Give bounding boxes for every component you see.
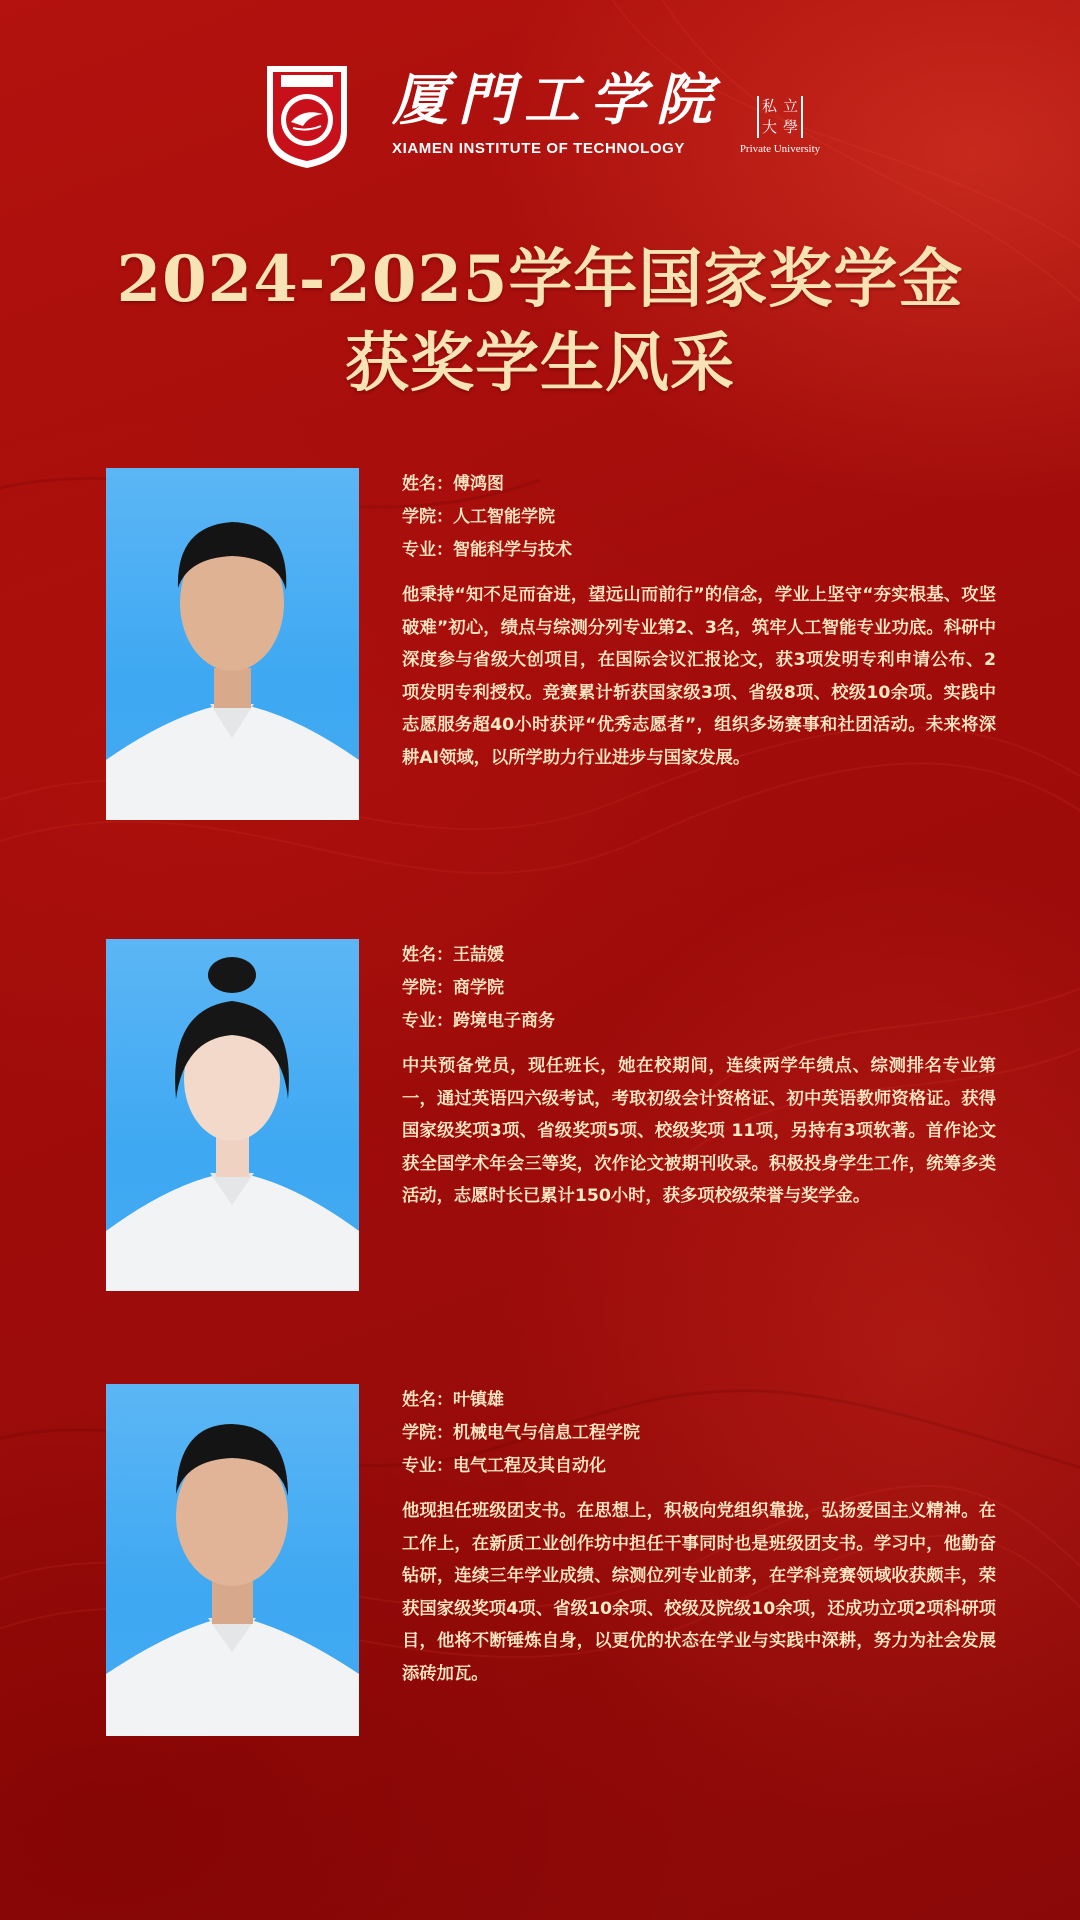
student-college-2: 学院：商学院	[402, 978, 504, 998]
private-char-4: 學	[782, 118, 798, 136]
portrait-placeholder-icon	[106, 939, 359, 1291]
student-info-1	[402, 468, 996, 774]
school-seal-logo	[263, 62, 351, 170]
school-wordmark	[392, 68, 722, 157]
student-bio-1: 他秉持“知不足而奋进，望远山而前行”的信念，学业上坚守“夯实根基、攻坚破难”初心，绩点与综测分列专业第2、3名，筑牢人工智能专业功底。科研中深度参与省级大创项目，在国际会议汇报论文，获3项发明专利申请公布、2项发明专利授权。竞赛累计斩获国家级3项、省级8项、校级10余项。实践中志愿服务超40小时获评“优秀志愿者”，组织多场赛事和社团活动。未来将深耕AI领域，以所学助力行业进步与国家发展。	[402, 585, 996, 768]
student-major-2: 专业：跨境电子商务	[402, 1011, 555, 1031]
student-name-1: 姓名：傅鸿图	[402, 474, 504, 494]
student-photo-3	[106, 1384, 359, 1736]
student-name-3: 姓名：叶镇雄	[402, 1390, 504, 1410]
student-major-3: 专业：电气工程及其自动化	[402, 1456, 606, 1476]
page-title	[0, 238, 1080, 406]
private-university-badge	[738, 96, 822, 155]
student-college-1: 学院：人工智能学院	[402, 507, 555, 527]
school-name-cn: 厦門工学院	[392, 67, 722, 133]
student-name-2: 姓名：王喆媛	[402, 945, 504, 965]
student-major-1: 专业：智能科学与技术	[402, 540, 572, 560]
student-photo-2	[106, 939, 359, 1291]
title-line-2: 获奖学生风采	[345, 326, 735, 401]
private-char-1: 私	[761, 97, 777, 115]
private-university-seal	[757, 96, 803, 138]
student-bio-3: 他现担任班级团支书。在思想上，积极向党组织靠拢，弘扬爱国主义精神。在工作上，在新质工业创作坊中担任干事同时也是班级团支书。学习中，他勤奋钻研，连续三年学业成绩、综测位列专业前茅，在学科竞赛领域收获颇丰，荣获国家级奖项4项、省级10余项、校级及院级10余项，还成功立项2项科研项目，他将不断锤炼自身，以更优的状态在学业与实践中深耕，努力为社会发展添砖加瓦。	[402, 1501, 996, 1684]
student-college-3: 学院：机械电气与信息工程学院	[402, 1423, 640, 1443]
private-university-label: Private University	[739, 143, 821, 155]
portrait-placeholder-icon	[106, 468, 359, 820]
student-photo-1	[106, 468, 359, 820]
header	[0, 60, 1080, 180]
private-char-2: 立	[782, 97, 798, 115]
student-bio-2: 中共预备党员，现任班长，她在校期间，连续两学年绩点、综测排名专业第一，通过英语四六级考试，考取初级会计资格证、初中英语教师资格证。获得国家级奖项3项、省级奖项5项、校级奖项 11项，另持有3项软著。首作论文获全国学术年会三等奖，次作论文被期刊收录。积极投身学生工作，统筹多类活动，志愿时长已累计150小时，获多项校级荣誉与奖学金。	[402, 1056, 996, 1206]
school-name-en: XIAMEN INSTITUTE OF TECHNOLOGY	[392, 140, 686, 157]
private-char-3: 大	[761, 118, 777, 136]
student-info-2	[402, 939, 996, 1213]
portrait-placeholder-icon	[106, 1384, 359, 1736]
student-info-3	[402, 1384, 996, 1690]
title-line-1: 2024-2025学年国家奖学金	[116, 242, 964, 317]
